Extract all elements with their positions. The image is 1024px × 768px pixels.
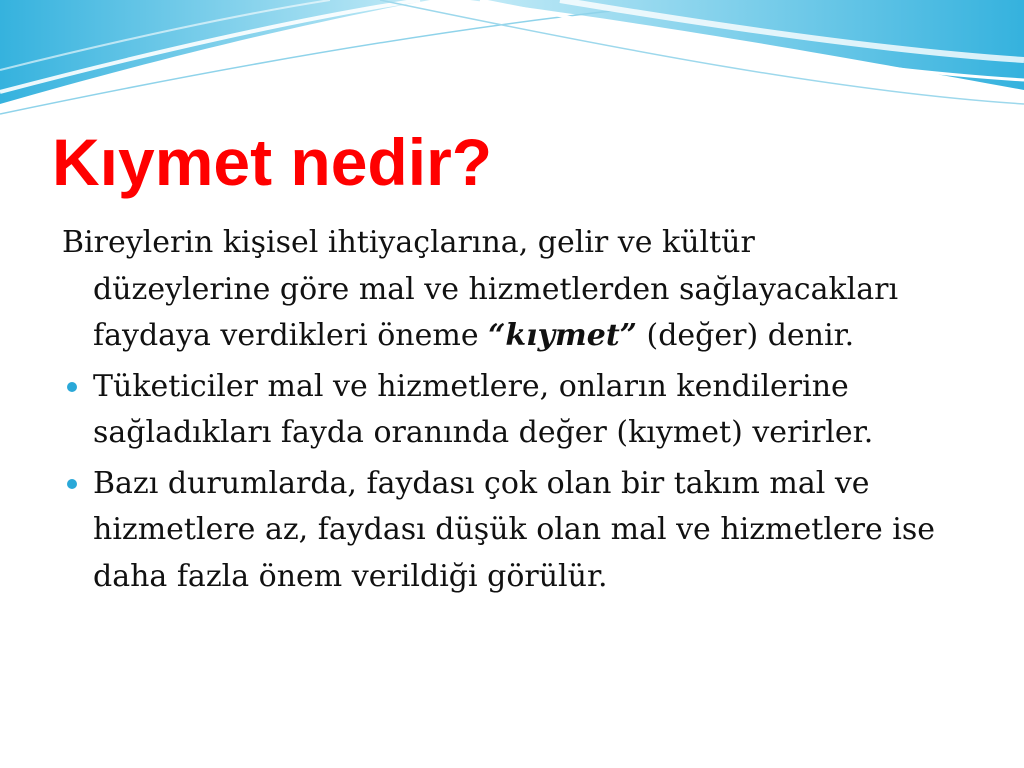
paragraph-line: Bazı durumlarda, faydası çok olan bir takım mal ve — [93, 465, 870, 501]
paragraph-line: Bireylerin kişisel ihtiyaçlarına, gelir ve kültür — [62, 225, 755, 260]
line-text: (değer) denir. — [636, 318, 855, 353]
paragraph-line: Tüketiciler mal ve hizmetlere, onların kendilerine — [93, 368, 849, 404]
emphasized-term: “kıymet” — [488, 318, 637, 353]
bullet-dot-icon — [67, 382, 77, 392]
slide-body — [62, 220, 1002, 600]
bullet-dot-icon — [67, 479, 77, 489]
wave-band-left — [0, 0, 430, 104]
line-text: faydaya verdikleri öneme — [93, 318, 489, 353]
header-wave-decoration — [0, 0, 1024, 125]
paragraph-line: düzeylerine göre mal ve hizmetlerden sağlayacakları — [93, 271, 899, 307]
paragraph-line: daha fazla önem verildiği görülür. — [93, 558, 608, 594]
paragraph-line: sağladıkları fayda oranında değer (kıymet) verirler. — [93, 415, 874, 450]
paragraph-intro — [62, 220, 1002, 360]
paragraph-line: hizmetlere az, faydası düşük olan mal ve hizmetlere ise — [93, 512, 936, 547]
slide-title: Kıymet nedir? — [52, 125, 493, 199]
bullet-item — [62, 364, 1002, 457]
bullet-item — [62, 461, 1002, 601]
paragraph-line — [93, 313, 1002, 360]
